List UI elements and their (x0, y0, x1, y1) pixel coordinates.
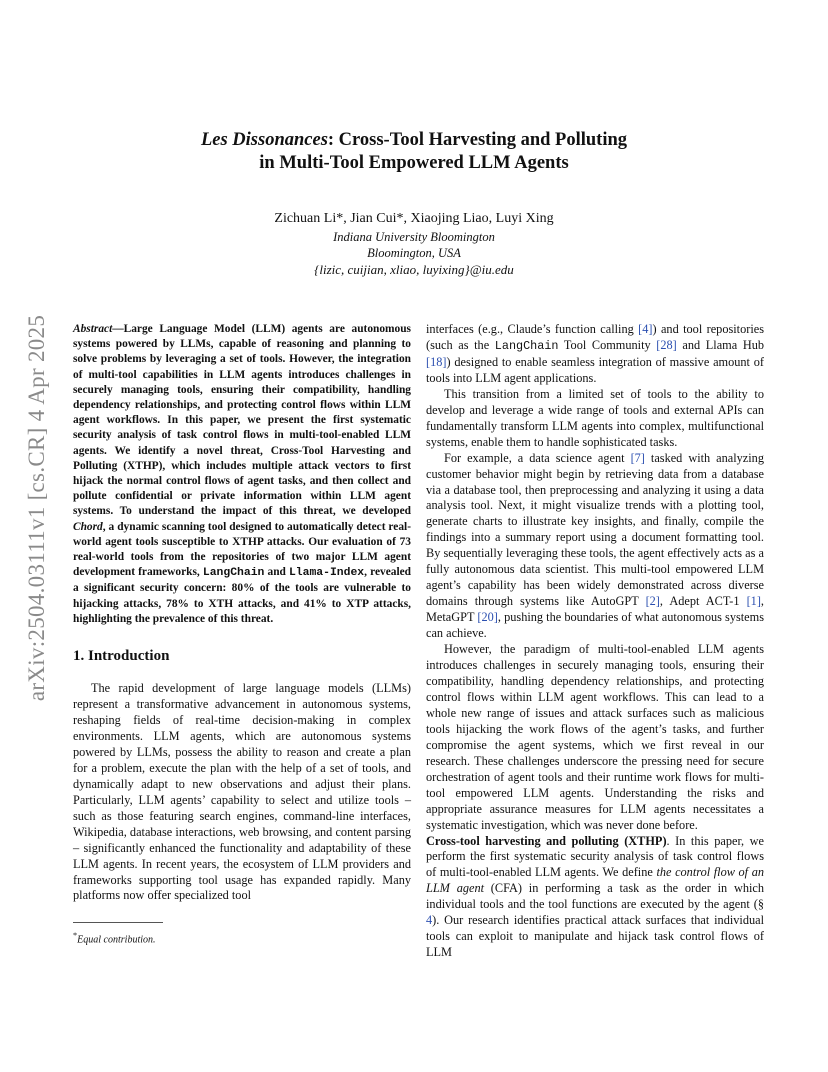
intro-paragraph-1: The rapid development of large language models (LLMs) represent a transformative advancement in autonomous systems, reshaping fields of real-time decision-making in complex environments. LLM agents, which are autonomous systems powered by LLMs, possess the ability to reason and create a plan for a problem, execute the plan with the help of a set of tools, and dynamically adapt to new observations and adjust their plans. Particularly, LLM agents’ capability to select and utilize tools – such as those featuring search engines, command-line interfaces, Wikipedia, database interactions, web browsing, and content parsing – significantly enhanced the functionality and adaptability of these LLM agents. In recent years, the ecosystem of LLM providers and frameworks supporting tool usage has expanded rapidly. Many platforms now offer specialized tool (73, 681, 411, 903)
abstract-text-3: , revealed a significant security concern: 80% of the tools are vulnerable to hijacking attacks, 78% to XTH attacks, and 41% to XTP attacks, highlighting the prevalence of this threat. (73, 566, 411, 625)
title-italic-part: Les Dissonances (200, 130, 328, 150)
citation-link[interactable]: [7] (630, 450, 645, 465)
arxiv-sidebar (22, 298, 52, 718)
citation-link[interactable]: [4] (638, 322, 653, 336)
text-run: (CFA) in performing a task as the order in which individual tools and the tool functions are executed by the agent (§ (426, 881, 764, 912)
citation-link[interactable]: [2] (645, 594, 660, 609)
text-run: , MetaGPT (426, 594, 764, 625)
text-run: ) and tool repositories (such as the (426, 322, 765, 352)
text-run: ). Our research identifies practical attack surfaces that individual tools can exploit to manipulate and hijack task control flows of LLM (426, 913, 764, 960)
intro-paragraph-5 (426, 834, 764, 962)
intro-paragraph-1-continued (426, 322, 764, 387)
chord-name: Chord (73, 520, 103, 533)
text-run: tasked with analyzing customer behavior might begin by retrieving data from a database via a database tool, then preprocessing and analyzing it using a data analysis tool. Next, it might visualize trends with a plotting tool, generate charts to illustrate key insights, and finally, compile the findings into a summary report using a document formatting tool. By sequentially leveraging these tools, the agent effectively acts as a fully autonomous data scientist. This multi-tool empowered LLM agent’s capability has been widely demonstrated across diverse domains through systems like AutoGPT (426, 450, 764, 609)
langchain-name: LangChain (202, 567, 265, 580)
text-run: ) designed to enable seamless integration of massive amount of tools into LLM agent applications. (426, 354, 764, 385)
intro-paragraph-3 (426, 451, 764, 642)
citation-link[interactable]: [20] (477, 610, 498, 625)
text-run: and Llama Hub (676, 337, 764, 352)
affiliation: Indiana University Bloomington (333, 230, 495, 244)
footnote-divider (73, 922, 163, 923)
intro-paragraph-4: However, the paradigm of multi-tool-enabled LLM agents introduces challenges in securely managing tools, ensuring their compatibility, handling dependency relationships, and protecting control flows within LLM agent workflows. This can lead to a whole new range of issues and attack surfaces such as malicious tools hijacking the work flows of the agent’s tasks, and further compromise the agent systems, which we first reveal in our research. These challenges underscore the pressing need for secure orchestration of agent tools and their runtime work flows for multi-tool empowered LLM agents. Understanding the risks and appropriate assurance measures for LLM agents necessitates a systematic investigation, which was never done before. (426, 642, 764, 832)
text-run: Tool Community (558, 337, 657, 352)
text-run: , pushing the boundaries of what autonomous systems can achieve. (426, 610, 764, 641)
affiliation-location: Bloomington, USA (367, 246, 461, 260)
text-run: , Adept ACT-1 (659, 594, 747, 609)
title-line1-rest: : Cross-Tool Harvesting and Polluting (327, 130, 628, 150)
arxiv-identifier: arXiv:2504.03111v1 [cs.CR] 4 Apr 2025 (24, 314, 49, 702)
abstract (73, 322, 411, 627)
section-reference-link[interactable]: 4 (426, 913, 433, 928)
citation-link[interactable]: [28] (656, 337, 677, 352)
title-line2: in Multi-Tool Empowered LLM Agents (259, 153, 569, 173)
footnote: *Equal contribution. (73, 931, 156, 946)
author-emails: {lizic, cuijian, xliao, luyixing}@iu.edu (314, 262, 514, 277)
text-run: interfaces (e.g., Claude’s function calling (426, 322, 639, 336)
citation-link[interactable]: [1] (746, 594, 761, 609)
text-run: For example, a data science agent (444, 450, 631, 465)
section-heading-introduction: 1. Introduction (73, 648, 170, 665)
xthp-run-in-heading: Cross-tool harvesting and polluting (XTHP) (426, 833, 667, 848)
citation-link[interactable]: [18] (426, 354, 447, 369)
abstract-lead: Abstract (73, 323, 113, 335)
right-column (426, 322, 764, 961)
llamaindex-name: Llama-Index (288, 567, 365, 580)
intro-paragraph-2: This transition from a limited set of tools to the ability to develop and leverage a wide range of tools and external APIs can fundamentally transform LLM agents into complex, multifunctional systems, enable them to handle sophisticated tasks. (426, 386, 764, 449)
abstract-and: and (264, 566, 289, 579)
left-column (73, 322, 411, 947)
paper-title (120, 129, 708, 175)
abstract-text-2: , a dynamic scanning tool designed to automatically detect real-world agent tools susceptible to XTHP attacks. Our evaluation of 73 real-world tools from the repositories of two major LLM agent development frameworks, (73, 520, 411, 579)
text-run: . In this paper, we perform the first systematic security analysis of task control flows of multi-tool-enabled LLM agents. We define (426, 833, 764, 880)
abstract-text-1: —Large Language Model (LLM) agents are autonomous systems powered by LLMs, capable of reasoning and planning to solve problems by leveraging a set of tools. However, the integration of multi-tool capabilities in LLM agents introduces challenges in securely managing tools, ensuring their compatibility, handling dependency relationships, and protecting control flows within LLM agent workflows. In this paper, we present the first systematic security analysis of task control flows in multi-tool-enabled LLM agents. We identify a novel threat, Cross-Tool Harvesting and Polluting (XTHP), which includes multiple attack vectors to first hijack the normal control flows of agent tasks, and then collect and pollute confidential or private information within LLM agent systems. To understand the impact of this threat, we developed (73, 323, 411, 518)
footnote-text: Equal contribution. (77, 934, 156, 946)
author-list: Zichuan Li*, Jian Cui*, Xiaojing Liao, Luyi Xing (274, 211, 554, 226)
cfa-definition: the control flow of an LLM agent (426, 865, 764, 896)
langchain-mono: LangChain (494, 338, 559, 353)
